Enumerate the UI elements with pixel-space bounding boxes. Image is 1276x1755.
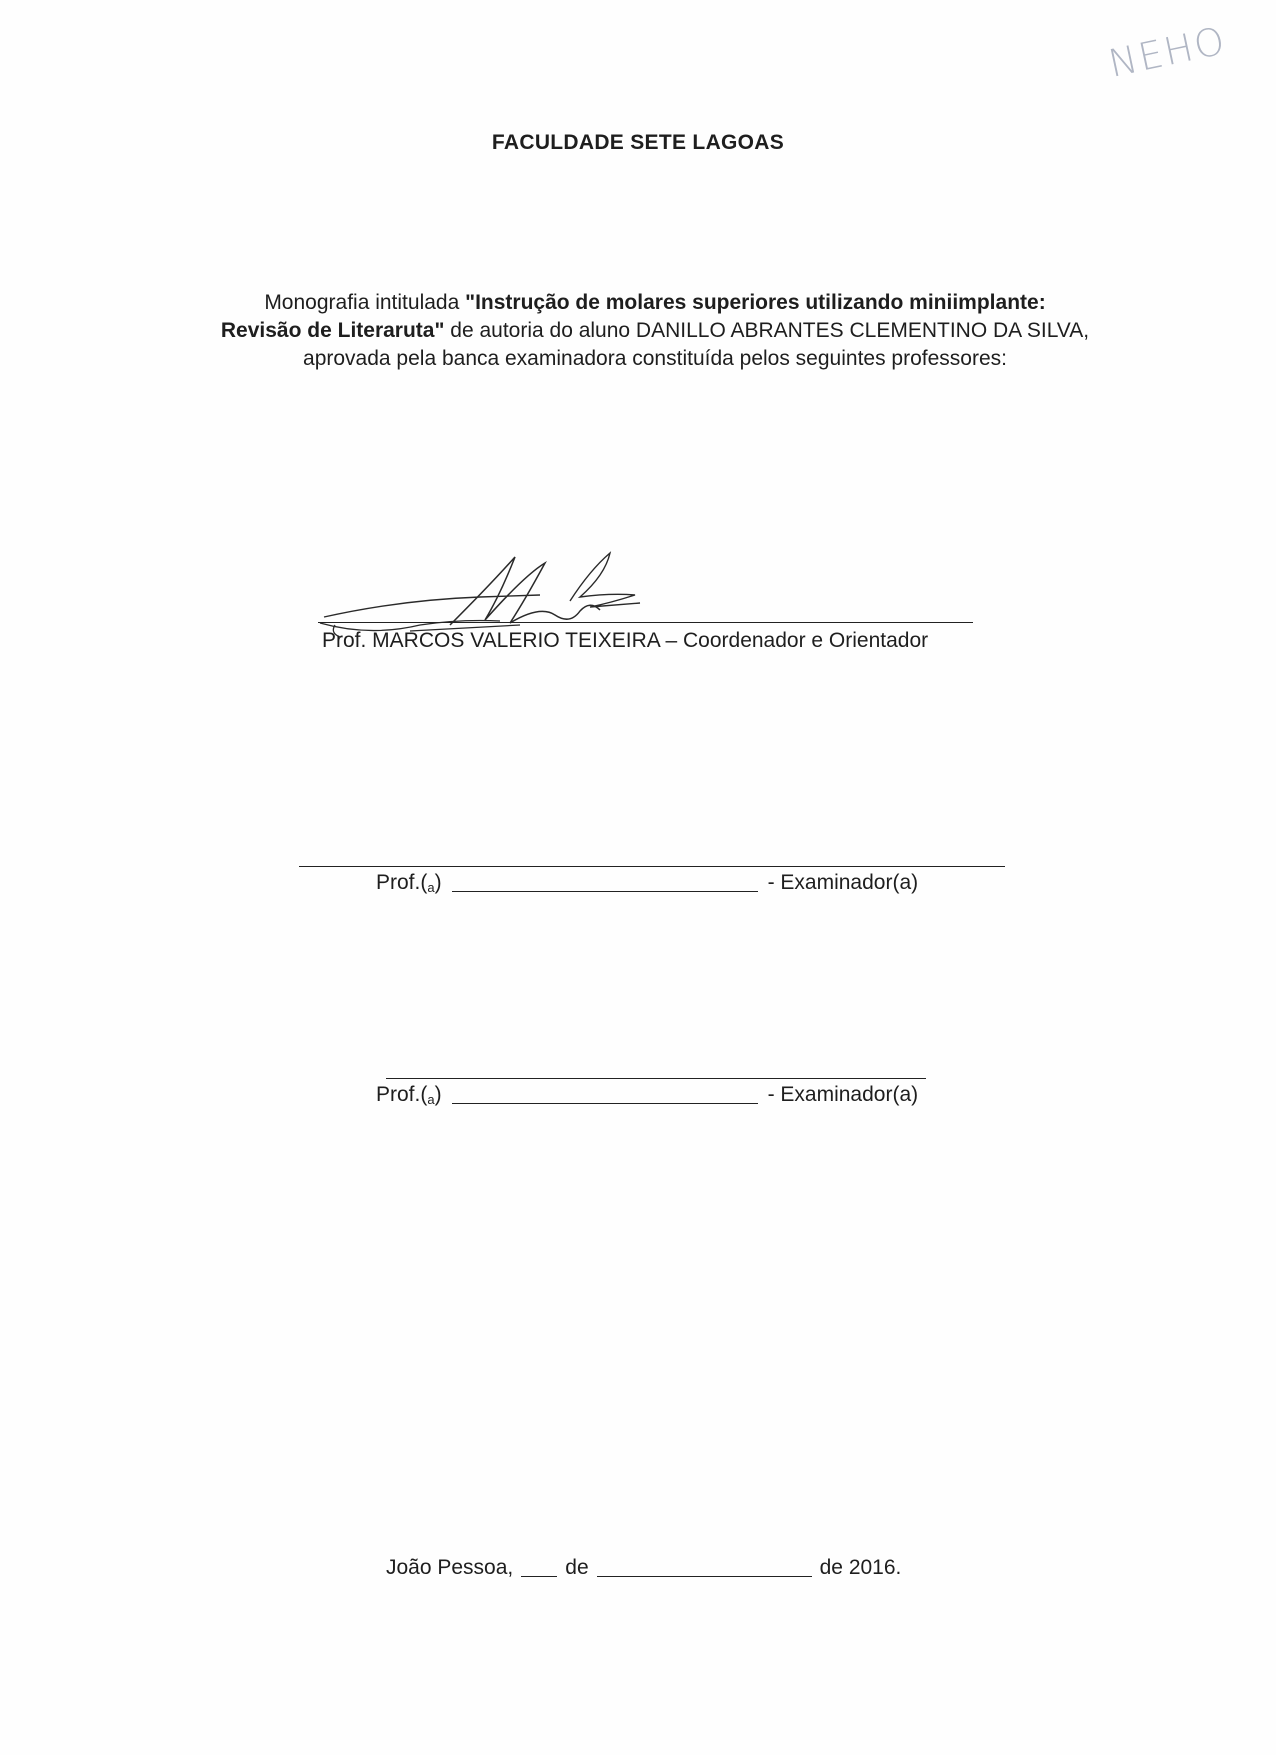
examiner-1-name-blank [452,890,758,892]
approval-statement [205,289,1105,373]
examiner-2-sup: a [427,1092,435,1107]
city-label: João Pessoa, [386,1556,514,1579]
monograph-title-line1: "Instrução de molares superiores utilizando miniimplante: [465,291,1046,314]
examiner-1-signature-line [299,866,1005,867]
examiner-2-close: ) [434,1083,442,1106]
examiner-1-sup: a [427,880,435,895]
monograph-title-line2: Revisão de Literaruta" [220,319,445,342]
institution-title: FACULDADE SETE LAGOAS [491,131,785,154]
examiner-2-prefix: Prof.( [376,1083,428,1106]
coordinator-signature-line [318,622,973,623]
year-label: de 2016. [819,1556,902,1579]
examiner-1-role: - Examinador(a) [767,871,919,894]
coordinator-signature-block [310,545,1010,665]
handwritten-note: NEHO [1104,18,1231,86]
date-location-line [386,1556,901,1580]
month-blank [597,1575,812,1577]
examiner-2-role: - Examinador(a) [767,1083,919,1106]
examiner-2-signature-line [386,1078,926,1079]
statement-intro: Monografia intitulada [264,291,466,314]
de-label: de [565,1556,589,1579]
examiner-2-caption [376,1083,918,1107]
coordinator-caption: Prof. MARCOS VALERIO TEIXEIRA – Coordenador e Orientador [322,629,929,652]
examiner-1-prefix: Prof.( [376,871,428,894]
examiner-1-close: ) [434,871,442,894]
examiner-2-name-blank [452,1102,758,1104]
statement-continuation: de autoria do aluno DANILLO ABRANTES CLEMENTINO DA SILVA, aprovada pela banca examinadora constituída pelos seguintes professores: [303,319,1090,370]
day-blank [521,1575,557,1577]
examiner-1-caption [376,871,918,895]
